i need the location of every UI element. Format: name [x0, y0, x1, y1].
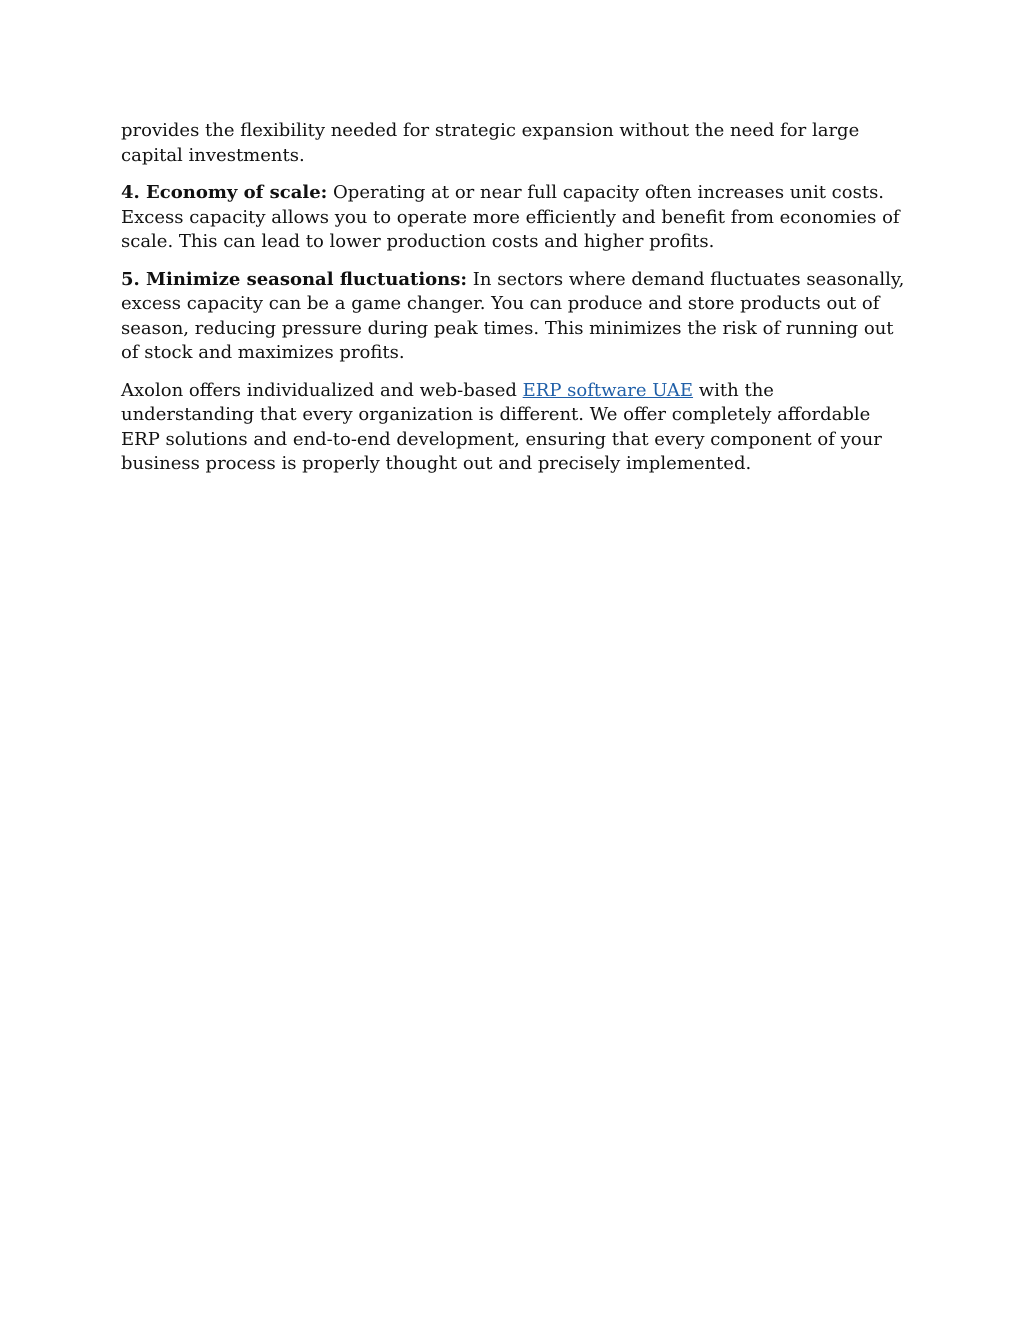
paragraph-economy-of-scale — [121, 181, 911, 255]
economy-of-scale-heading: 4. Economy of scale: — [121, 182, 328, 203]
paragraph-intro — [121, 119, 911, 168]
economy-of-scale-text: Operating at or near full capacity often increases unit costs. Excess capacity allows you to operate more efficiently and benefit from economies of scale. This can lead to lower production costs and higher profits. — [121, 182, 900, 252]
erp-software-uae-link[interactable]: ERP software UAE — [522, 379, 694, 401]
paragraph-intro-text: provides the flexibility needed for strategic expansion without the need for large capital investments. — [121, 120, 860, 166]
seasonal-fluctuations-text: In sectors where demand fluctuates seasonally, excess capacity can be a game changer. You can produce and store products out of season, reducing pressure during peak times. This minimizes the risk of running out of stock and maximizes profits. — [121, 268, 905, 363]
axolon-text-before: Axolon offers individualized and web-based — [121, 379, 523, 401]
seasonal-fluctuations-heading: 5. Minimize seasonal fluctuations: — [121, 268, 468, 290]
document-page — [121, 119, 911, 490]
paragraph-axolon — [121, 379, 911, 477]
axolon-text-after: with the understanding that every organization is different. We offer completely affordable ERP solutions and end-to-end development, ensuring that every component of your business process is properly thought out and precisely implemented. — [121, 379, 882, 474]
paragraph-seasonal-fluctuations — [121, 268, 911, 366]
